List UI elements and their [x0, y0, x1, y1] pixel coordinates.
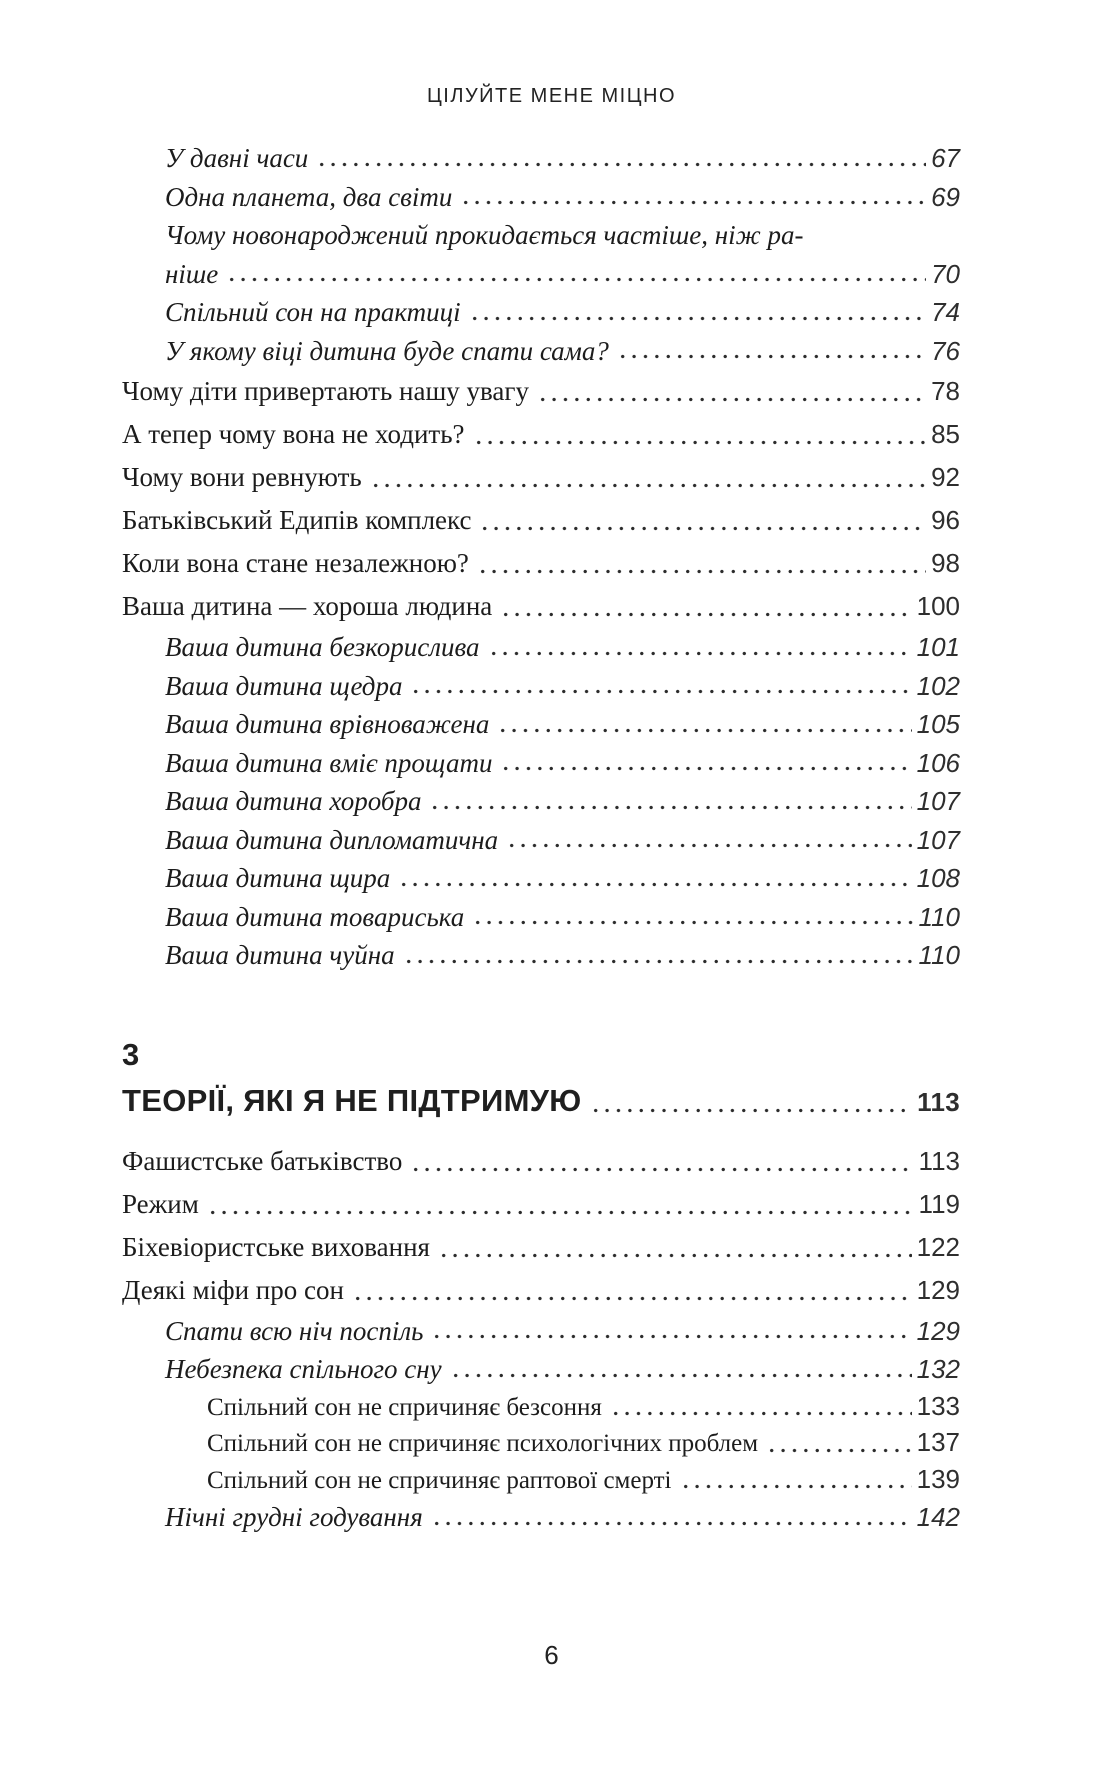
toc-entry	[122, 744, 960, 783]
toc-entry-page: 107	[916, 824, 960, 855]
toc-entry	[122, 859, 960, 898]
toc-entry-page: 101	[916, 632, 960, 662]
toc-entry-title: А тепер чому вона не ходить?	[122, 419, 465, 449]
toc-list	[122, 139, 960, 1537]
dot-leader	[429, 782, 911, 821]
toc-entry-page: 110	[918, 901, 960, 932]
toc-entry	[122, 1389, 960, 1426]
dot-leader	[431, 1312, 911, 1351]
toc-entry-page: 96	[931, 505, 960, 535]
toc-entry-title: ТЕОРІЇ, ЯКІ Я НЕ ПІДТРИМУЮ	[122, 1082, 582, 1118]
toc-entry-page: 67	[931, 143, 960, 173]
toc-entry-title: Ваша дитина вміє прощати	[165, 747, 493, 778]
dot-leader	[438, 1226, 912, 1269]
toc-entry	[122, 456, 960, 499]
dot-leader	[472, 898, 913, 937]
toc-entry	[122, 936, 960, 975]
toc-entry-title: Спільний сон не спричиняє психологічних проблем	[207, 1430, 759, 1457]
toc-entry-page: 76	[931, 335, 960, 366]
toc-entry-title: ніше	[165, 258, 219, 289]
toc-entry-page: 108	[916, 863, 960, 893]
toc-entry-page: 110	[918, 940, 960, 970]
toc-entry-page: 129	[916, 1315, 960, 1346]
toc-entry	[122, 585, 960, 628]
toc-entry-title: Нічні грудні годування	[165, 1502, 423, 1532]
toc-entry-title: Ваша дитина безкорислива	[165, 632, 480, 662]
toc-entry	[122, 1226, 960, 1269]
toc-entry-page: 142	[916, 1502, 960, 1532]
dot-leader	[488, 628, 912, 667]
toc-entry-page: 102	[916, 670, 960, 701]
toc-entry-page: 129	[916, 1274, 960, 1305]
toc-entry-page: 106	[916, 747, 960, 778]
toc-entry-title: Біхевіористське виховання	[122, 1231, 430, 1262]
dot-leader	[410, 1140, 913, 1183]
toc-entry-title: Чому вони ревнують	[122, 462, 362, 492]
toc-entry-title: Ваша дитина хоробра	[165, 786, 422, 816]
toc-entry-title: Ваша дитина щира	[165, 863, 391, 893]
toc-entry-page: 113	[917, 1086, 960, 1117]
toc-entry	[122, 1498, 960, 1537]
dot-leader	[610, 1389, 912, 1426]
toc-entry-title: Ваша дитина — хороша людина	[122, 591, 493, 621]
toc-entry	[122, 293, 960, 332]
toc-entry-page: 69	[931, 181, 960, 212]
dot-leader	[431, 1498, 912, 1537]
dot-leader	[403, 936, 914, 975]
dot-leader	[477, 542, 926, 585]
toc-entry	[122, 542, 960, 585]
dot-leader	[680, 1462, 912, 1499]
dot-leader	[617, 332, 926, 371]
toc-entry	[122, 255, 960, 294]
toc-entry-title: Батьківський Едипів комплекс	[122, 505, 472, 535]
toc-entry	[122, 667, 960, 706]
toc-entry	[122, 413, 960, 456]
toc-entry-page: 107	[916, 786, 960, 816]
toc-entry-page: 78	[931, 376, 960, 406]
toc-entry-page: 137	[916, 1427, 960, 1457]
toc-entry	[122, 332, 960, 371]
toc-entry-page: 113	[918, 1145, 960, 1176]
toc-entry-title: У якому віці дитина буде спати сама?	[165, 335, 609, 366]
toc-entry-page: 98	[931, 548, 960, 578]
toc-entry	[122, 705, 960, 744]
toc-entry-title: Ваша дитина врівноважена	[165, 709, 490, 739]
dot-leader	[497, 705, 911, 744]
dot-leader	[590, 1077, 913, 1126]
toc-entry-title: Спільний сон на практиці	[165, 297, 461, 327]
toc-entry	[122, 628, 960, 667]
toc-entry-title: Ваша дитина чуйна	[165, 940, 395, 970]
toc-entry	[122, 178, 960, 217]
toc-entry-title: Ваша дитина дипломатична	[165, 824, 499, 855]
toc-entry-title: У давні часи	[165, 143, 309, 173]
dot-leader	[450, 1350, 912, 1389]
toc-entry-page: 74	[931, 297, 960, 327]
toc-entry	[122, 821, 960, 860]
dot-leader	[352, 1269, 912, 1312]
toc-entry	[122, 216, 960, 255]
toc-entry-title: Одна планета, два світи	[165, 181, 453, 212]
dot-leader	[479, 499, 926, 542]
toc-entry-page: 100	[916, 591, 960, 621]
toc-entry-title: Коли вона стане незалежною?	[122, 548, 469, 578]
toc-entry-title: Спати всю ніч поспіль	[165, 1315, 424, 1346]
toc-entry-page: 85	[931, 419, 960, 449]
toc-entry	[122, 370, 960, 413]
toc-entry-page: 70	[931, 258, 960, 289]
dot-leader	[469, 293, 926, 332]
toc-entry	[122, 1033, 960, 1077]
toc-entry	[122, 499, 960, 542]
toc-entry-title: Чому новонароджений прокидається частіше, ніж ра-	[165, 220, 804, 250]
toc-entry	[122, 1350, 960, 1389]
toc-entry-title: Деякі міфи про сон	[122, 1274, 344, 1305]
toc-entry-title: Ваша дитина товариська	[165, 901, 465, 932]
toc-entry	[122, 1269, 960, 1312]
toc-entry-title: Спільний сон не спричиняє раптової смерті	[207, 1466, 672, 1494]
toc-entry-title: Фашистське батьківство	[122, 1145, 403, 1176]
dot-leader	[398, 859, 911, 898]
toc-entry	[122, 898, 960, 937]
toc-entry-title: 3	[122, 1036, 140, 1072]
running-head-title: ЦІЛУЙТЕ МЕНЕ МІЦНО	[426, 85, 677, 107]
dot-leader	[226, 255, 926, 294]
toc-entry-page: 132	[916, 1354, 960, 1384]
book-page	[0, 84, 1103, 1777]
dot-leader	[370, 456, 926, 499]
toc-entry	[122, 782, 960, 821]
dot-leader	[316, 139, 926, 178]
toc-entry-title: Небезпека спільного сну	[165, 1354, 442, 1384]
dot-leader	[410, 667, 911, 706]
toc-entry	[122, 1462, 960, 1499]
toc-entry	[122, 1312, 960, 1351]
toc-entry	[122, 139, 960, 178]
toc-entry-page: 105	[916, 709, 960, 739]
dot-leader	[766, 1425, 912, 1462]
toc-entry	[122, 1183, 960, 1226]
toc-entry	[122, 1140, 960, 1183]
dot-leader	[207, 1183, 914, 1226]
toc-entry-page: 139	[916, 1463, 960, 1494]
dot-leader	[537, 370, 926, 413]
toc-entry-page: 133	[916, 1390, 960, 1421]
dot-leader	[506, 821, 911, 860]
toc-entry-title: Чому діти привертають нашу увагу	[122, 376, 529, 406]
toc-entry-title: Спільний сон не спричиняє безсоння	[207, 1393, 602, 1421]
dot-leader	[460, 178, 926, 217]
toc-entry	[122, 1425, 960, 1462]
toc-entry	[122, 1077, 960, 1126]
toc-entry-title: Режим	[122, 1188, 199, 1219]
toc-entry-page: 119	[918, 1188, 960, 1219]
toc-entry-title: Ваша дитина щедра	[165, 670, 403, 701]
dot-leader	[500, 585, 911, 628]
dot-leader	[473, 413, 927, 456]
dot-leader	[500, 744, 911, 783]
toc-entry-page: 122	[916, 1231, 960, 1262]
folio-page-number: 6	[544, 1640, 559, 1670]
toc-entry-page: 92	[931, 462, 960, 492]
